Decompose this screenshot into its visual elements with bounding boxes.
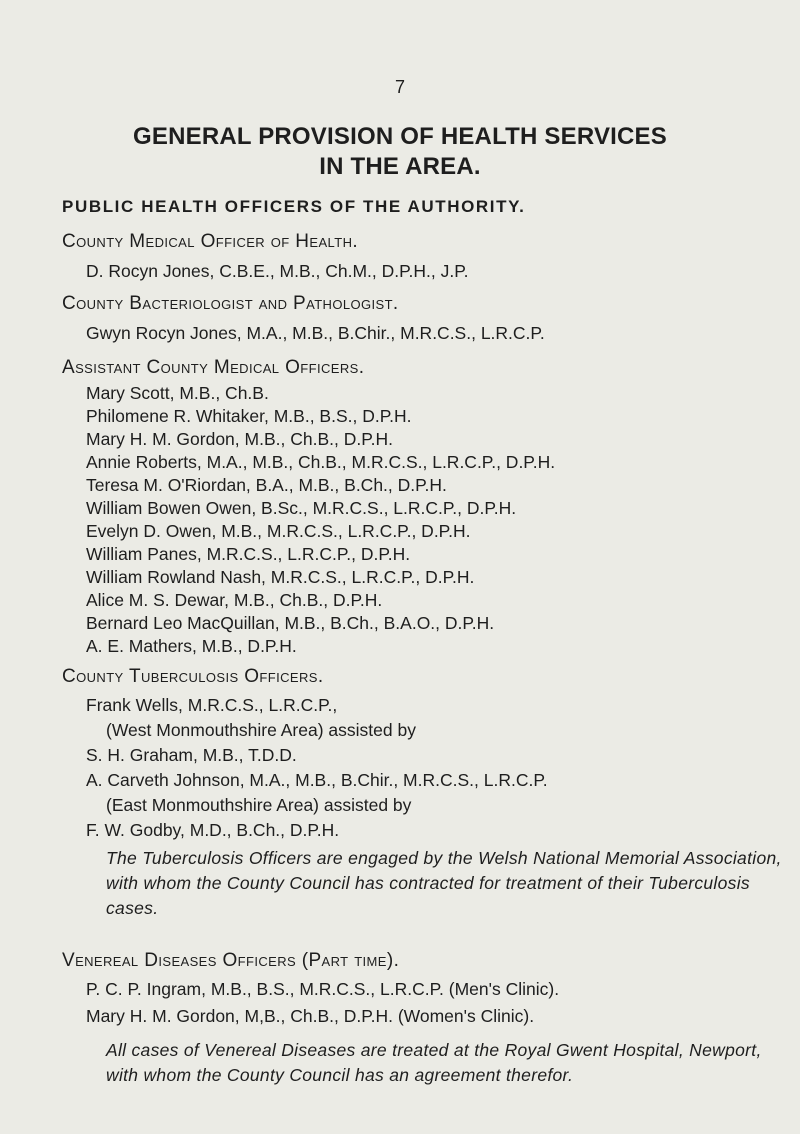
acmo-heading: Assistant County Medical Officers.: [62, 357, 365, 378]
list-item: Philomene R. Whitaker, M.B., B.S., D.P.H.: [86, 406, 412, 426]
vd-officer-1: P. C. P. Ingram, M.B., B.S., M.R.C.S., L.R.C.P. (Men's Clinic).: [86, 979, 560, 999]
tb-heading: County Tuberculosis Officers.: [62, 666, 324, 687]
vd-section: [62, 949, 796, 1088]
list-item: William Rowland Nash, M.R.C.S., L.R.C.P., D.P.H.: [86, 567, 475, 587]
tb-area-west: (West Monmouthshire Area) assisted by: [106, 720, 416, 740]
list-item: Teresa M. O'Riordan, B.A., M.B., B.Ch., D.P.H.: [86, 475, 447, 495]
page-number: 7: [394, 77, 405, 97]
title-line-2: IN THE AREA.: [319, 153, 481, 180]
tb-section: [62, 665, 796, 921]
acmo-section: [62, 356, 555, 658]
list-item: Bernard Leo MacQuillan, M.B., B.Ch., B.A.O., D.P.H.: [86, 613, 495, 633]
list-item: Alice M. S. Dewar, M.B., Ch.B., D.P.H.: [86, 590, 383, 610]
list-item: Evelyn D. Owen, M.B., M.R.C.S., L.R.C.P., D.P.H.: [86, 521, 471, 541]
tb-assistant-2: F. W. Godby, M.D., B.Ch., D.P.H.: [86, 820, 340, 840]
bact-name: Gwyn Rocyn Jones, M.A., M.B., B.Chir., M.R.C.S., L.R.C.P.: [86, 323, 545, 343]
section-title: PUBLIC HEALTH OFFICERS OF THE AUTHORITY.: [62, 197, 526, 216]
list-item: A. E. Mathers, M.B., D.P.H.: [86, 636, 297, 656]
tb-area-east: (East Monmouthshire Area) assisted by: [106, 795, 412, 815]
list-item: William Panes, M.R.C.S., L.R.C.P., D.P.H.: [86, 544, 411, 564]
vd-note: All cases of Venereal Diseases are treated at the Royal Gwent Hospital, Newport, with whom the County Council has an agreement therefor.: [106, 1040, 762, 1085]
cmo-heading: County Medical Officer of Health.: [62, 231, 359, 252]
title-line-1: GENERAL PROVISION OF HEALTH SERVICES: [133, 123, 667, 150]
list-item: Mary H. M. Gordon, M.B., Ch.B., D.P.H.: [86, 429, 393, 449]
vd-heading: Venereal Diseases Officers (Part time).: [62, 950, 400, 971]
list-item: Mary Scott, M.B., Ch.B.: [86, 383, 269, 403]
page-title: [0, 122, 800, 182]
bact-section: [62, 292, 545, 345]
cmo-name: D. Rocyn Jones, C.B.E., M.B., Ch.M., D.P.H., J.P.: [86, 261, 469, 281]
tb-assistant-1: S. H. Graham, M.B., T.D.D.: [86, 745, 297, 765]
list-item: Annie Roberts, M.A., M.B., Ch.B., M.R.C.S., L.R.C.P., D.P.H.: [86, 452, 556, 472]
tb-note: The Tuberculosis Officers are engaged by the Welsh National Memorial Association, with whom the County Council has contracted for treatment of their Tuberculosis cases.: [106, 848, 782, 918]
tb-officer-1: Frank Wells, M.R.C.S., L.R.C.P.,: [86, 695, 338, 715]
tb-officer-2: A. Carveth Johnson, M.A., M.B., B.Chir., M.R.C.S., L.R.C.P.: [86, 770, 548, 790]
vd-officer-2: Mary H. M. Gordon, M,B., Ch.B., D.P.H. (Women's Clinic).: [86, 1006, 535, 1026]
acmo-list: [62, 382, 555, 658]
bact-heading: County Bacteriologist and Pathologist.: [62, 293, 399, 314]
cmo-section: [62, 230, 469, 283]
list-item: William Bowen Owen, B.Sc., M.R.C.S., L.R.C.P., D.P.H.: [86, 498, 517, 518]
